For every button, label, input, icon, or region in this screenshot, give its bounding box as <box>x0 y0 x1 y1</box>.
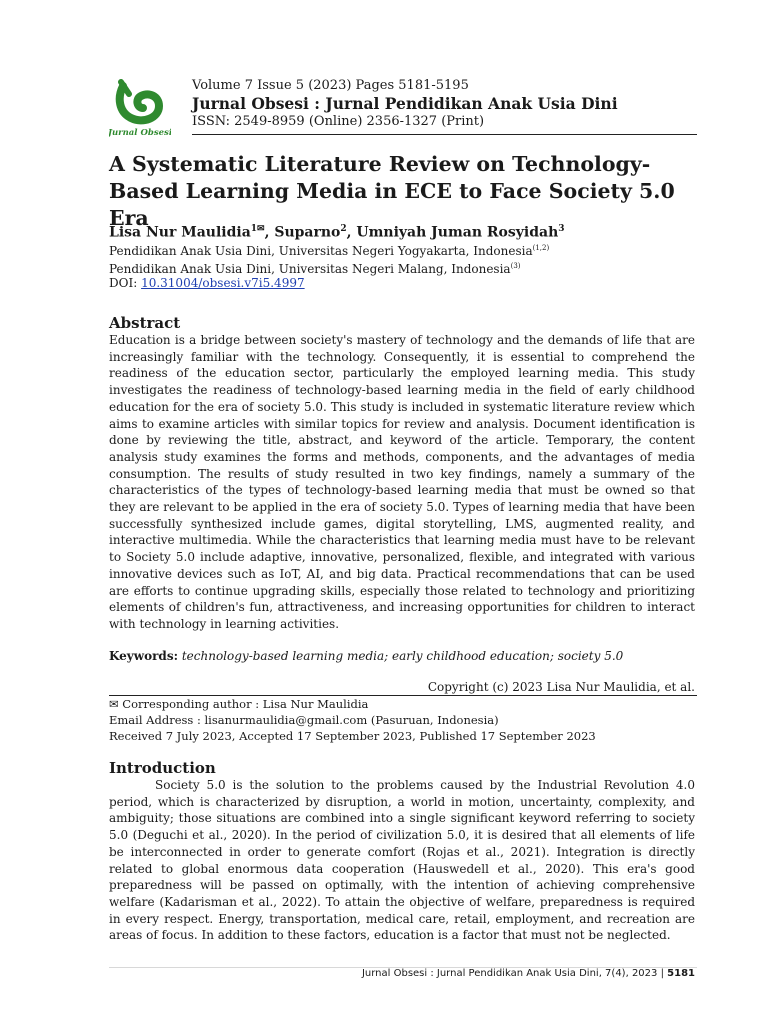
author-name: Lisa Nur Maulidia <box>109 224 251 241</box>
footer-citation: Jurnal Obsesi : Jurnal Pendidikan Anak Usia Dini, 7(4), 2023 <box>361 968 658 979</box>
doi-line <box>109 275 699 292</box>
author-name: Suparno <box>274 224 341 241</box>
received-dates: Received 7 July 2023, Accepted 17 September 2023, Published 17 September 2023 <box>109 729 596 743</box>
issn-line: ISSN: 2549-8959 (Online) 2356-1327 (Print) <box>192 114 485 129</box>
author-name: Umniyah Juman Rosyidah <box>356 224 559 241</box>
journal-logo <box>109 78 171 138</box>
volume-line: Volume 7 Issue 5 (2023) Pages 5181-5195 <box>192 78 469 93</box>
journal-name: Jurnal Obsesi : Jurnal Pendidikan Anak Usia Dini <box>192 94 618 113</box>
introduction-text: Society 5.0 is the solution to the problems caused by the Industrial Revolution 4.0 period, which is characterized by disruption, a world in motion, uncertainty, complexity, and ambiguity; those situations are combined into a single significant keyword referring to society 5.0 (Deguchi et al., 2020). In the period of civilization 5.0, it is desired that all elements of life be interconnected in order to generate comfort (Rojas et al., 2021). Integration is directly related to global enormous data cooperation (Hauswedell et al., 2020). This era's good preparedness will be passed on optimally, with the intention of achieving comprehensive welfare (Kadarisman et al., 2022). To attain the objective of welfare, preparedness is required in every respect. Energy, transportation, medical care, retail, employment, and recreation are areas of focus. In addition to these factors, education is a factor that must not be neglected. <box>109 778 695 943</box>
keywords-label: Keywords: <box>109 649 179 663</box>
article-title: A Systematic Literature Review on Technology-Based Learning Media in ECE to Face Society 5.0 Era <box>109 152 675 230</box>
email-address: Email Address : lisanurmaulidia@gmail.com (Pasuruan, Indonesia) <box>109 713 499 727</box>
page-number: 5181 <box>667 968 695 979</box>
author-sup: 2 <box>340 224 347 234</box>
abstract-text: Education is a bridge between society's mastery of technology and the demands of life that are increasingly familiar with the technology. Consequently, it is essential to comprehend the readiness of the education sector, particularly the employed learning media. This study investigates the readiness of technology-based learning media in the field of early childhood education for the era of society 5.0. This study is included in systematic literature review which aims to examine articles with similar topics for review and analysis. Document identification is done by reviewing the title, abstract, and keyword of the article. Temporary, the content analysis study examines the forms and methods, components, and the advantages of media consumption. The results of study resulted in two key findings, namely a summary of the characteristics of the types of technology-based learning media that must be owned so that they are relevant to be applied in the era of society 5.0. Types of learning media that have been successfully synthesized include games, digital storytelling, LMS, augmented reality, and interactive multimedia. While the characteristics that learning media must have to be relevant to Society 5.0 include adaptive, innovative, personalized, flexible, and integrated with various innovative devices such as IoT, AI, and big data. Practical recommendations that can be used are efforts to continue upgrading skills, especially those related to technology and prioritizing elements of children's fun, attractiveness, and increasing opportunities for children to interact with technology in learning activities. <box>109 333 695 631</box>
abstract-heading: Abstract <box>109 314 181 332</box>
header-divider <box>192 134 697 135</box>
affiliation-2: Pendidikan Anak Usia Dini, Universitas Negeri Malang, Indonesia$^{(3)}$ <box>109 262 521 276</box>
corresponding-author: ✉ Corresponding author : Lisa Nur Maulidia <box>109 697 369 711</box>
footer-separator: | <box>660 968 664 979</box>
author-sup: 1✉ <box>250 224 265 234</box>
affiliation-1: Pendidikan Anak Usia Dini, Universitas Negeri Yogyakarta, Indonesia$^{(1,2)}$ <box>109 244 550 258</box>
svg-text:Jurnal Obsesi: Jurnal Obsesi <box>109 128 171 138</box>
introduction-heading: Introduction <box>109 759 216 777</box>
author-sup: 3 <box>558 224 565 234</box>
keywords-value: technology-based learning media; early childhood education; society 5.0 <box>181 649 624 663</box>
doi-label: DOI: <box>109 276 138 290</box>
author-list: Lisa Nur Maulidia$^{1✉}$, Suparno$^2$, Umniyah Juman Rosyidah$^3$ <box>109 224 565 241</box>
doi-link[interactable]: 10.31004/obsesi.v7i5.4997 <box>141 276 305 290</box>
journal-header <box>192 78 697 130</box>
copyright-line: Copyright (c) 2023 Lisa Nur Maulidia, et al. <box>427 680 695 694</box>
keywords-line <box>109 648 695 664</box>
page-footer <box>109 967 695 981</box>
